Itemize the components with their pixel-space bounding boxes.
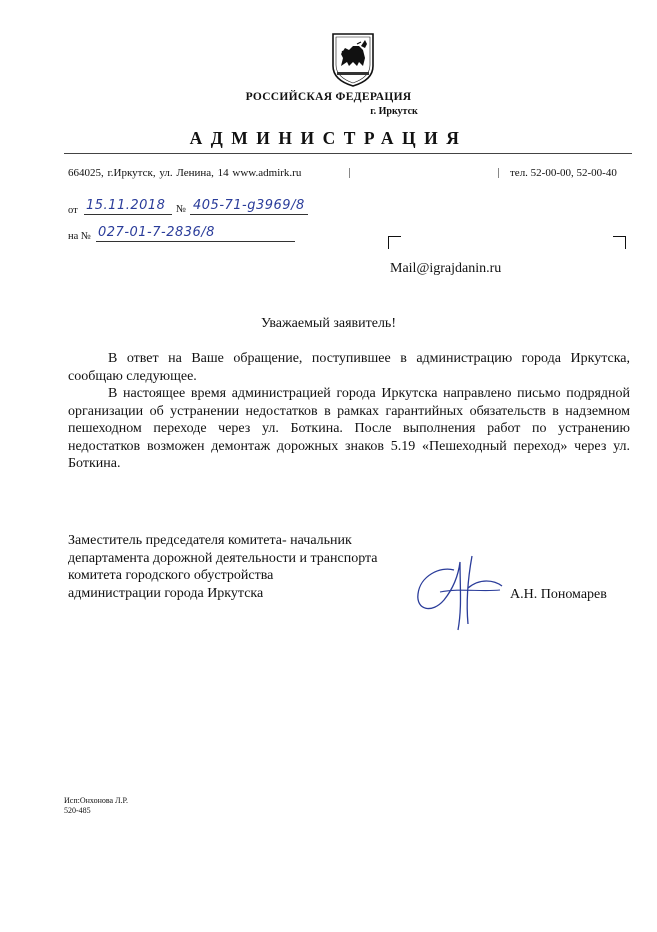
header-divider xyxy=(64,153,632,154)
organization-phone: тел. 52-00-00, 52-00-40 xyxy=(510,167,617,179)
letter-date: 15.11.2018 xyxy=(86,198,166,213)
organization-title: АДМИНИСТРАЦИЯ xyxy=(189,128,468,148)
date-label: от xyxy=(68,205,78,216)
recipient-email: Mail@igrajdanin.ru xyxy=(390,261,502,276)
address-separator xyxy=(349,168,350,178)
phone-separator xyxy=(498,168,499,178)
country-name: РОССИЙСКАЯ ФЕДЕРАЦИЯ xyxy=(245,91,412,103)
executor-phone: 520-485 xyxy=(64,806,91,815)
signer-title-line: Заместитель председателя комитета- начальник xyxy=(68,533,352,548)
executor-info xyxy=(64,796,128,816)
signer-title-line: комитета городского обустройства xyxy=(68,568,274,583)
reference-number: 027-01-7-2836/8 xyxy=(98,225,215,240)
paragraph-1: В ответ на Ваше обращение, поступившее в администрацию города Иркутска, сообщаю следующее. xyxy=(68,351,630,384)
organization-address: 664025, г.Иркутск, ул. Ленина, 14 www.admirk.ru xyxy=(68,167,302,179)
signer-title-line: администрации города Иркутска xyxy=(68,585,264,601)
recipient-corner-left xyxy=(388,236,401,249)
recipient-corner-right xyxy=(613,236,626,249)
greeting: Уважаемый заявитель! xyxy=(261,316,396,331)
letter-body xyxy=(68,350,630,473)
irkutsk-coat-of-arms-icon xyxy=(331,32,375,88)
reference-label: на № xyxy=(68,231,91,242)
handwritten-signature-icon xyxy=(410,548,510,634)
executor-name: Исп:Онхонова Л.Р. xyxy=(64,796,128,805)
paragraph-2: В настоящее время администрацией города Иркутска направлено письмо подрядной организации об устранении недостатков в рамках гарантийных обязательств в надземном пешеходном переходе через ул. Боткина. После выполнения работ по устранению недостатков возможен демонтаж дорожных знаков 5.19 «Пешеходный переход» через ул. Боткина. xyxy=(68,386,630,471)
signer-title xyxy=(68,532,378,602)
signer-name: А.Н. Пономарев xyxy=(510,587,607,602)
number-label: № xyxy=(176,204,187,215)
letter-number: 405-71-g3969/8 xyxy=(193,198,305,213)
signer-title-line: департамента дорожной деятельности и транспорта xyxy=(68,550,378,566)
city-name: г. Иркутск xyxy=(370,106,418,117)
